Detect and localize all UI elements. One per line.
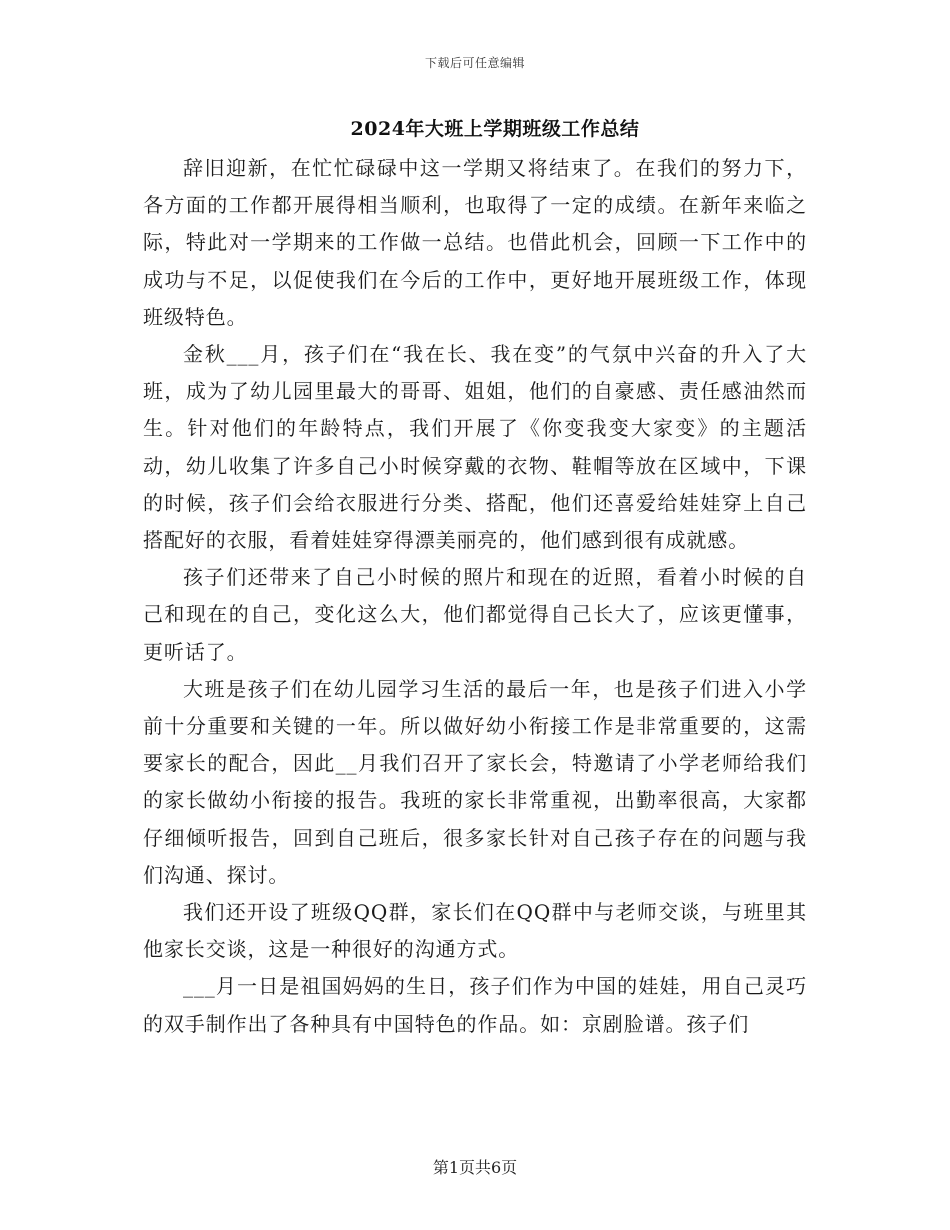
paragraph-intro: 辞旧迎新，在忙忙碌碌中这一学期又将结束了。在我们的努力下，各方面的工作都开展得相当顺利，也取得了一定的成绩。在新年来临之际，特此对一学期来的工作做一总结。也借此机会，回顾一下工作中的成功与不足，以促使我们在今后的工作中，更好地开展班级工作，体现班级特色。 xyxy=(143,156,807,329)
paragraph-autumn: 金秋___月，孩子们在“我在长、我在变”的气氛中兴奋的升入了大班，成为了幼儿园里最大的哥哥、姐姐，他们的自豪感、责任感油然而生。针对他们的年龄特点，我们开展了《你变我变大家变》的主题活动，幼儿收集了许多自己小时候穿戴的衣物、鞋帽等放在区域中，下课的时候，孩子们会给衣服进行分类、搭配，他们还喜爱给娃娃穿上自己搭配好的衣服，看着娃娃穿得漂美丽亮的，他们感到很有成就感。 xyxy=(143,342,807,553)
paragraph-qq-group: 我们还开设了班级QQ群，家长们在QQ群中与老师交谈，与班里其他家长交谈，这是一种很好的沟通方式。 xyxy=(143,900,807,962)
document-body xyxy=(143,150,807,1043)
download-note: 下载后可任意编辑 xyxy=(424,56,525,70)
page-number: 第1页共6页 xyxy=(432,1158,518,1177)
paragraph-national-day: ___月一日是祖国妈妈的生日，孩子们作为中国的娃娃，用自己灵巧的双手制作出了各种具有中国特色的作品。如：京剧脸谱。孩子们 xyxy=(143,974,807,1036)
paragraph-transition: 大班是孩子们在幼儿园学习生活的最后一年，也是孩子们进入小学前十分重要和关键的一年。所以做好幼小衔接工作是非常重要的，这需要家长的配合，因此__月我们召开了家长会，特邀请了小学老师给我们的家长做幼小衔接的报告。我班的家长非常重视，出勤率很高，大家都仔细倾听报告，回到自己班后，很多家长针对自己孩子存在的问题与我们沟通、探讨。 xyxy=(143,676,807,887)
document-title: 2024年大班上学期班级工作总结 xyxy=(350,118,640,140)
paragraph-photos: 孩子们还带来了自己小时候的照片和现在的近照，看着小时候的自己和现在的自己，变化这么大，他们都觉得自己长大了，应该更懂事，更听话了。 xyxy=(143,565,807,664)
